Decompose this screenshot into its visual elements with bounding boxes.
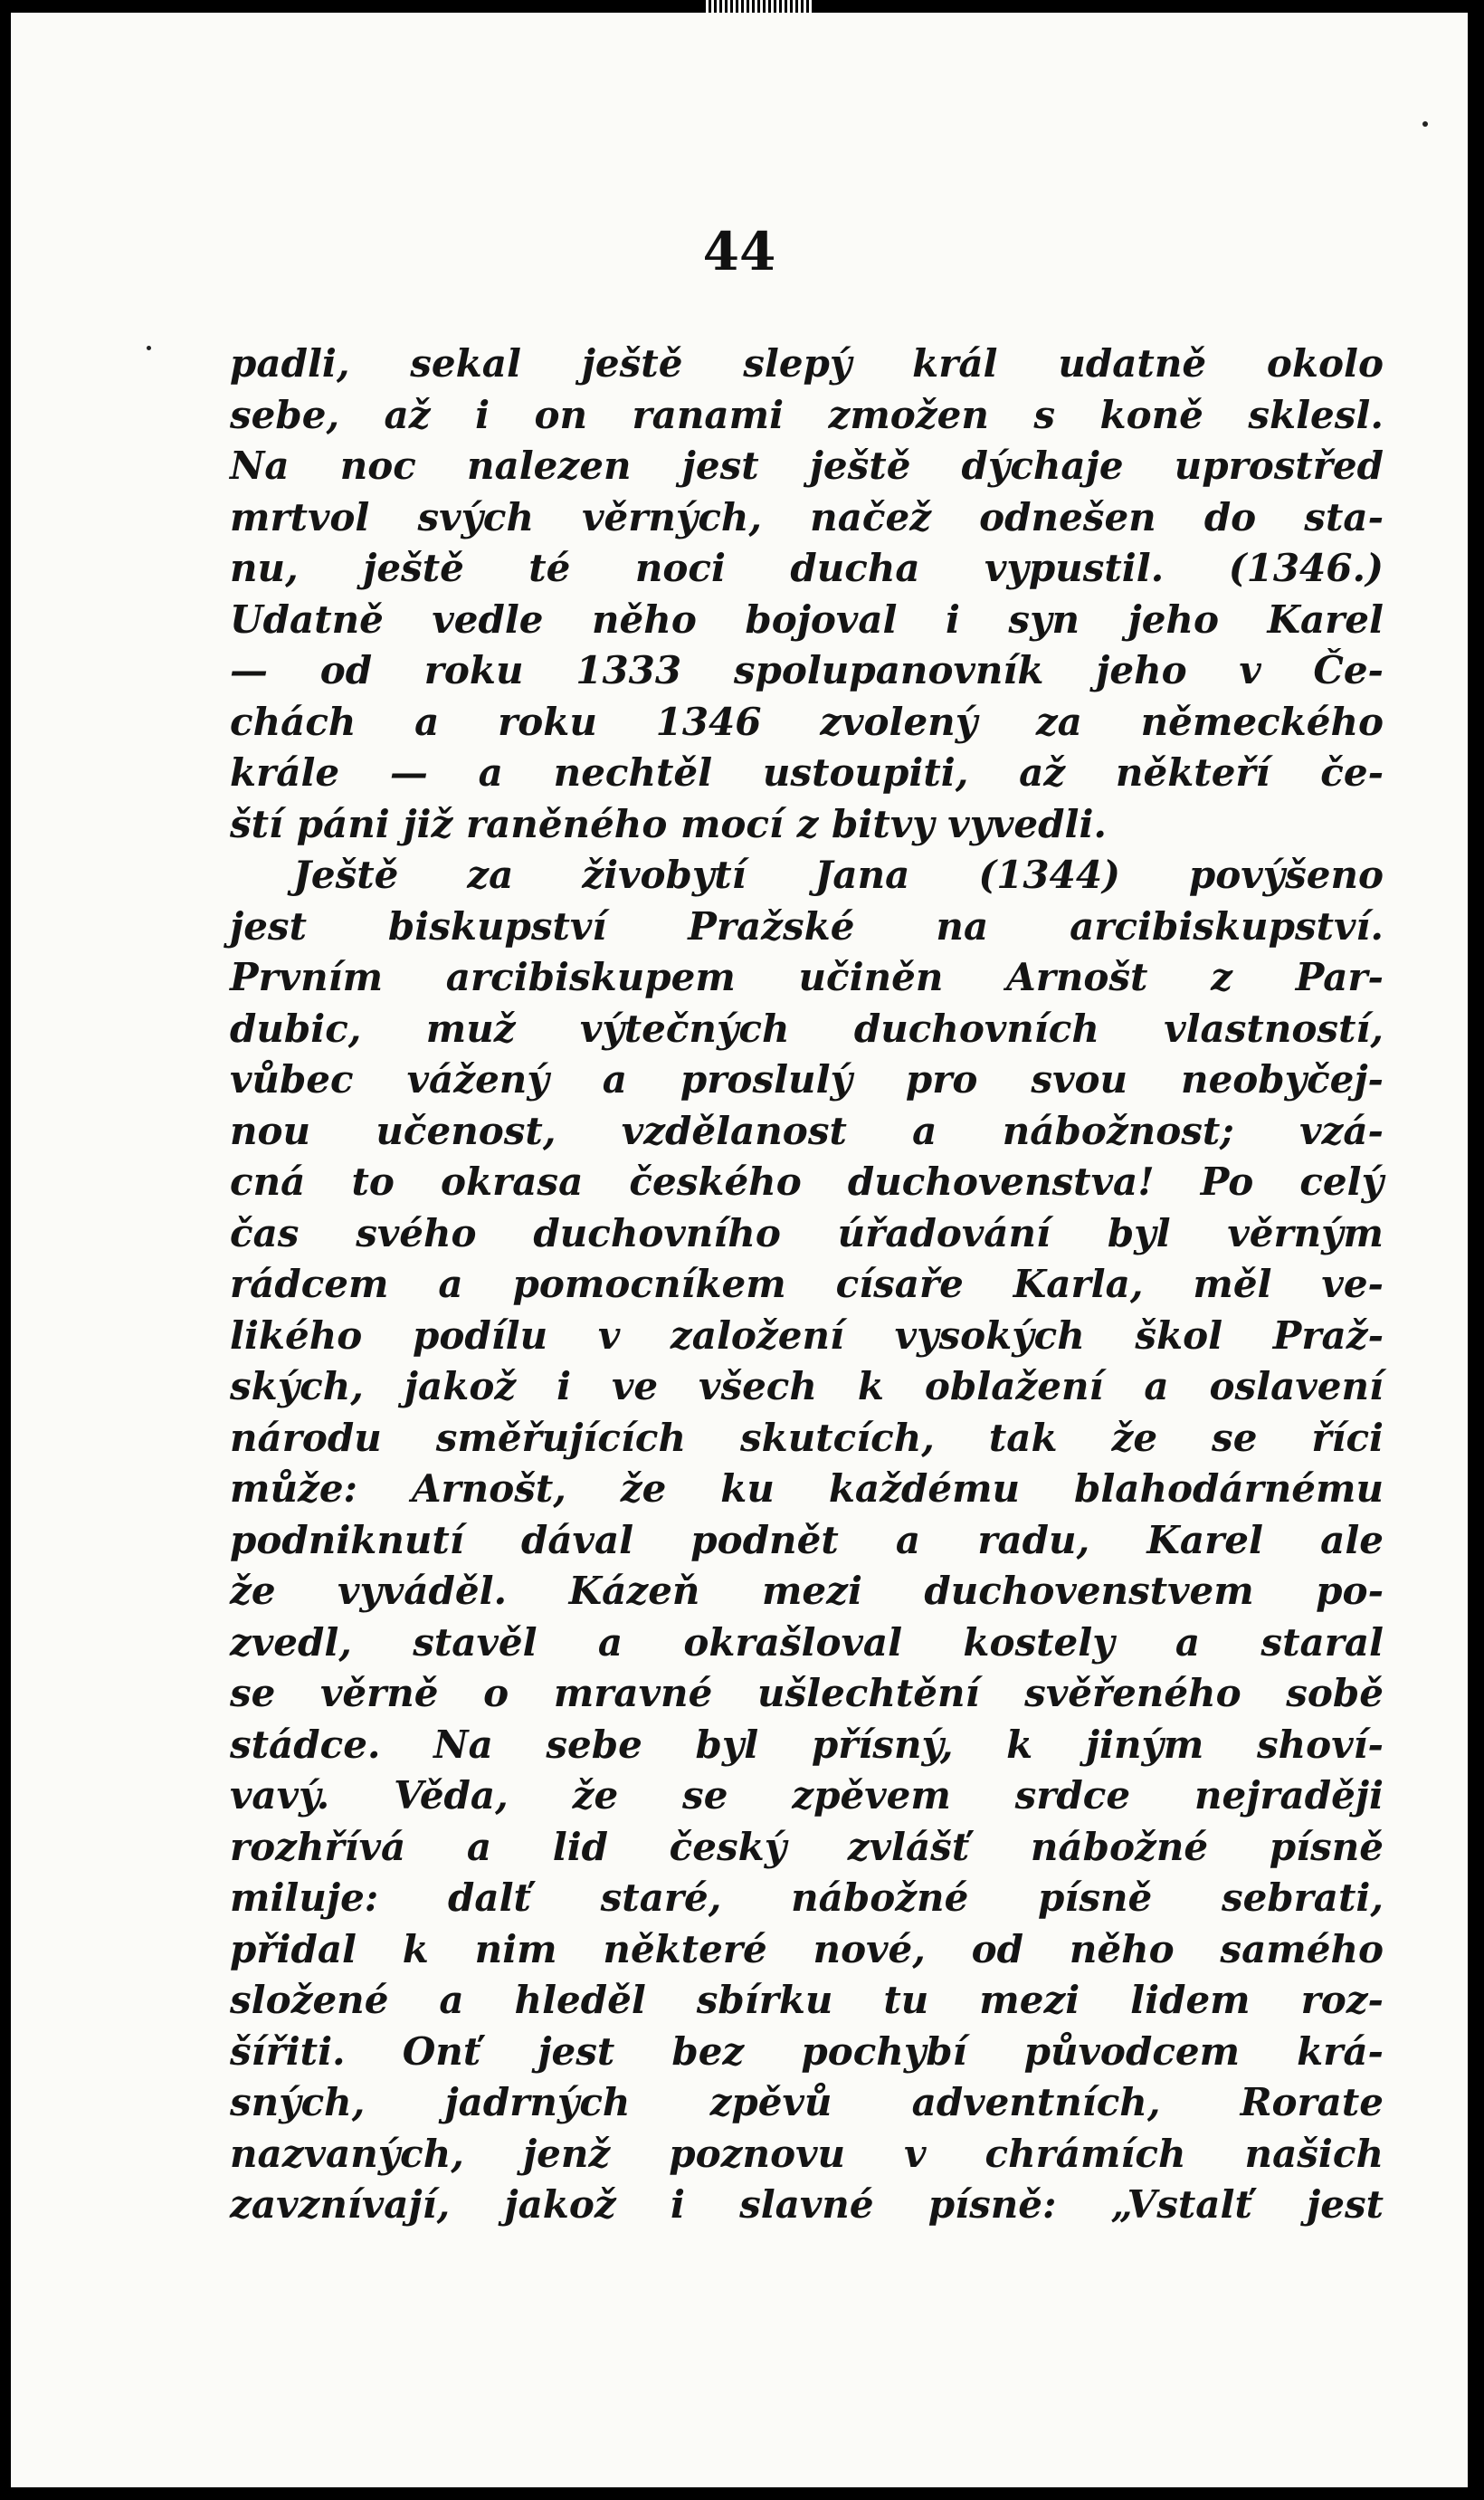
- text-line: sebe, až i on ranami zmožen s koně sklesl.: [230, 392, 1384, 437]
- text-line: Na noc nalezen jest ještě dýchaje uprostřed: [230, 444, 1384, 488]
- text-line: ských, jakož i ve všech k oblažení a oslavení: [230, 1364, 1384, 1408]
- text-line: může: Arnošt, že ku každému blahodárnému: [230, 1466, 1384, 1511]
- text-line: sných, jadrných zpěvů adventních, Rorate: [230, 2080, 1384, 2124]
- text-line: podniknutí dával podnět a radu, Karel ale: [230, 1517, 1384, 1562]
- scan-edge-marks: [706, 0, 814, 13]
- ink-speck: [147, 346, 151, 350]
- text-line: chách a roku 1346 zvolený za německého: [230, 699, 1384, 744]
- text-line: zvedl, stavěl a okrašloval kostely a staral: [230, 1619, 1384, 1665]
- text-line: dubic, muž výtečných duchovních vlastností,: [230, 1006, 1384, 1051]
- text-line: stádce. Na sebe byl přísný, k jiným shoví-: [230, 1722, 1384, 1767]
- ink-speck: [1422, 121, 1428, 127]
- book-page: [11, 13, 1468, 2487]
- text-line: rádcem a pomocníkem císaře Karla, měl ve-: [230, 1262, 1384, 1306]
- text-line: Udatně vedle něho bojoval i syn jeho Karel: [230, 596, 1384, 642]
- text-line: přidal k nim některé nové, od něho samého: [230, 1926, 1384, 1971]
- text-line: likého podílu v založení vysokých škol Praž-: [230, 1312, 1384, 1358]
- text-line: nou učenost, vzdělanost a nábožnost; vzá-: [230, 1108, 1384, 1153]
- body-text: [230, 339, 1384, 2231]
- text-line: jest biskupství Pražské na arcibiskupství.: [230, 903, 1384, 949]
- text-line: šířiti. Onť jest bez pochybí původcem krá-: [230, 2028, 1384, 2074]
- text-line: vůbec vážený a proslulý pro svou neobyčej-: [230, 1057, 1384, 1102]
- text-line: zavznívají, jakož i slavné písně: „Vstalť jest: [230, 2182, 1384, 2227]
- text-line: se věrně o mravné ušlechtění svěřeného sobě: [230, 1671, 1384, 1715]
- text-line: cná to okrasa českého duchovenstva! Po celý: [230, 1159, 1384, 1204]
- text-line: nu, ještě té noci ducha vypustil. (1346.): [230, 546, 1384, 590]
- text-line: mrtvol svých věrných, načež odnešen do sta-: [230, 494, 1384, 539]
- text-line: vavý. Věda, že se zpěvem srdce nejraději: [230, 1773, 1384, 1818]
- text-line: padli, sekal ještě slepý král udatně okolo: [230, 341, 1384, 386]
- text-line: Prvním arcibiskupem učiněn Arnošt z Par-: [230, 955, 1384, 999]
- text-line: miluje: dalť staré, nábožné písně sebrati,: [230, 1875, 1384, 1920]
- page-number: 44: [702, 221, 776, 282]
- text-line: složené a hleděl sbírku tu mezi lidem roz-: [230, 1978, 1384, 2022]
- text-line: ští páni již raněného mocí z bitvy vyvedli.: [230, 801, 1108, 846]
- text-line: národu směřujících skutcích, tak že se říci: [230, 1415, 1384, 1460]
- text-line: rozhřívá a lid český zvlášť nábožné písně: [230, 1824, 1384, 1869]
- text-line: Ještě za živobytí Jana (1344) povýšeno: [293, 853, 1384, 897]
- text-line: nazvaných, jenž poznovu v chrámích našich: [230, 2131, 1384, 2176]
- text-line: krále — a nechtěl ustoupiti, až někteří če-: [230, 750, 1384, 795]
- text-line: — od roku 1333 spolupanovník jeho v Če-: [230, 648, 1384, 692]
- text-line: čas svého duchovního úřadování byl věrným: [230, 1210, 1384, 1255]
- text-line: že vyváděl. Kázeň mezi duchovenstvem po-: [230, 1569, 1384, 1613]
